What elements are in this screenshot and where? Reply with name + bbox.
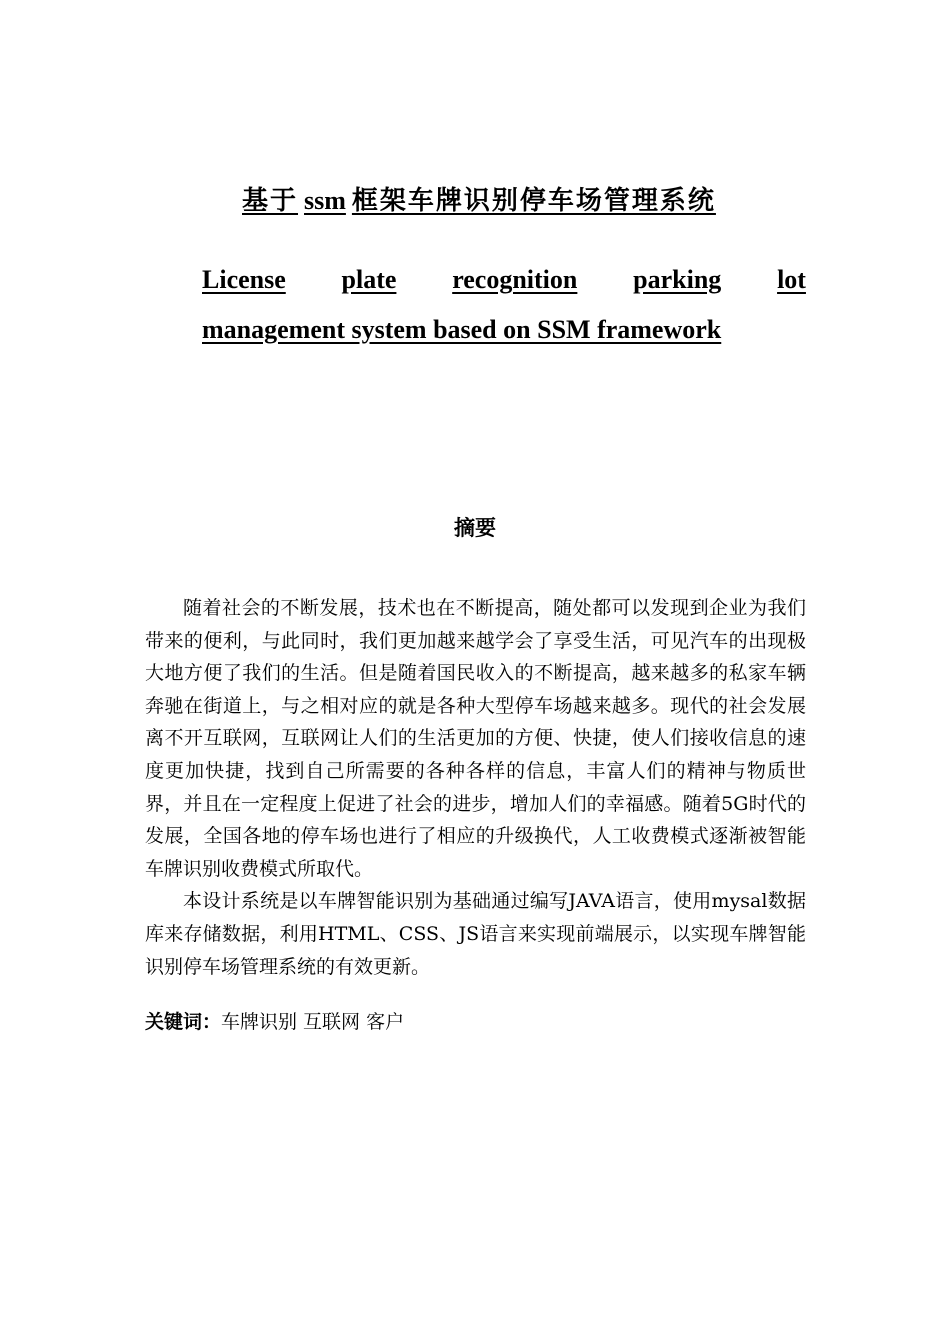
abstract-heading: 摘要: [454, 516, 496, 540]
english-title-word: parking: [633, 265, 722, 294]
english-title-word: License: [202, 265, 286, 294]
chinese-title-part2: 框架车牌识别停车场管理系统: [351, 186, 716, 216]
abstract-paragraph-1: 随着社会的不断发展，技术也在不断提高，随处都可以发现到企业为我们带来的便利，与此同时，我们更加越来越学会了享受生活，可见汽车的出现极大地方便了我们的生活。但是随着国民收入的不断提高，越来越多的私家车辆奔驰在街道上，与之相对应的就是各种大型停车场越来越多。现代的社会发展离不开互联网，互联网让人们的生活更加的方便、快捷，使人们接收信息的速度更加快捷，找到自己所需要的各种各样的信息，丰富人们的精神与物质世界，并且在一定程度上促进了社会的进步，增加人们的幸福感。随着5G时代的发展，全国各地的停车场也进行了相应的升级换代，人工收费模式逐渐被智能车牌识别收费模式所取代。: [145, 597, 806, 880]
chinese-title-ssm: ssm: [304, 186, 346, 215]
keywords-line: [145, 1006, 806, 1038]
english-title-word: plate: [341, 265, 397, 294]
keywords-label: 关键词：: [145, 1011, 222, 1033]
english-title-line2: management system based on SSM framework: [202, 315, 722, 344]
chinese-title: [202, 183, 806, 219]
english-title-word: lot: [777, 265, 806, 294]
abstract-paragraph-2: 本设计系统是以车牌智能识别为基础通过编写JAVA语言，使用mysal数据库来存储数据，利用HTML、CSS、JS语言来实现前端展示，以实现车牌智能识别停车场管理系统的有效更新。: [145, 890, 806, 978]
english-title: [202, 255, 806, 355]
english-title-line1: [202, 255, 806, 305]
chinese-title-part1: 基于: [242, 186, 299, 216]
abstract-body: [145, 592, 806, 983]
english-title-word: recognition: [452, 265, 578, 294]
keywords-list: 车牌识别 互联网 客户: [221, 1011, 405, 1033]
